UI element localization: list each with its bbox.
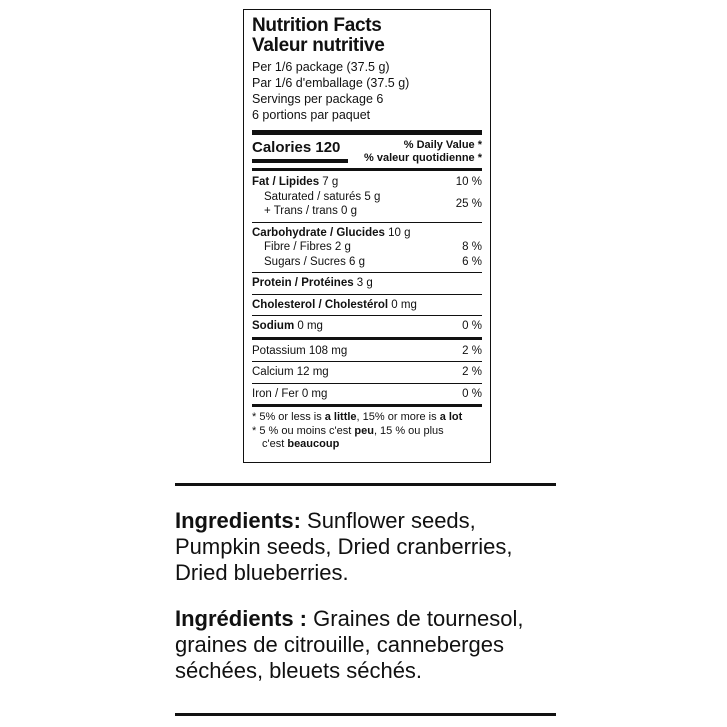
fat-pct: 10 % [455,176,482,188]
sat-trans-row [252,190,482,219]
footnote-fr-part: , 15 % ou plus [373,424,444,437]
sodium-label: Sodium [252,320,295,332]
divider-medium [252,337,482,340]
divider-thick [252,130,482,135]
footnote-fr-part: c'est [262,438,288,450]
potassium-label: Potassium 108 mg [252,344,348,357]
fibre-label: Fibre / Fibres 2 g [264,241,351,253]
sat-trans-pct: 25 % [455,197,482,210]
dv-en: % Daily Value * [403,139,482,151]
protein-label: Protein / Protéines [252,277,354,289]
ingredients-fr [175,606,565,684]
sugars-row [252,255,482,270]
carb-row [252,226,482,241]
sugars-label: Sugars / Sucres 6 g [264,255,365,268]
potassium-pct: 2 % [462,344,482,357]
title-fr: Valeur nutritive [252,35,385,56]
fat-row [252,175,482,190]
fibre-pct: 8 % [462,241,482,253]
fat-label: Fat / Lipides [252,176,320,188]
sodium-amount: 0 mg [294,320,323,332]
footnote-fr-cont [252,438,482,452]
carb-label: Carbohydrate / Glucides [252,226,385,239]
chol-label: Cholesterol / Cholestérol [252,298,389,311]
divider [252,222,482,223]
dv-fr: % valeur quotidienne * [364,152,482,164]
potassium-row [252,344,482,359]
footnote-en-part: , 15% or more is [356,411,440,423]
calories-row [252,139,482,165]
divider-medium [252,168,482,171]
footnote-en [252,411,482,425]
divider [252,361,482,362]
divider [252,294,482,295]
separator-rule-bottom [175,713,556,716]
calcium-label: Calcium 12 mg [252,366,329,378]
footnote-fr-beaucoup: beaucoup [287,438,340,450]
iron-pct: 0 % [462,387,482,400]
per-fr: Par 1/6 d'emballage (37.5 g) [252,76,410,90]
title-en: Nutrition Facts [252,15,382,36]
trans-label: + Trans / trans 0 g [264,205,358,217]
ingredients-en-text: Sunflower seeds, Pumpkin seeds, Dried cranberries, Dried blueberries. [175,508,513,585]
ingredients-fr-text: Graines de tournesol, graines de citrouille, canneberges séchées, bleuets séchés. [175,606,524,683]
carb-amount: 10 g [384,226,411,239]
cholesterol-row [252,298,482,313]
footnote-en-little: a little [324,411,357,423]
protein-row [252,276,482,291]
divider [252,315,482,316]
footnote-fr [252,425,482,439]
saturated-label: Saturated / saturés 5 g [264,190,381,203]
iron-row [252,387,482,402]
separator-rule [175,483,556,486]
calories-label: Calories 120 [252,139,341,156]
ingredients-en [175,508,565,586]
daily-value-header [364,139,482,165]
serving-info [252,59,482,123]
iron-label: Iron / Fer 0 mg [252,387,328,400]
divider [252,272,482,273]
protein-amount: 3 g [353,277,373,289]
per-en: Per 1/6 package (37.5 g) [252,60,390,74]
sugars-pct: 6 % [462,255,482,268]
ingredients-en-label: Ingredients: [175,508,301,533]
sodium-pct: 0 % [462,320,482,332]
fibre-row [252,240,482,255]
divider-medium [252,404,482,407]
footnote-fr-peu: peu [354,424,374,437]
fat-amount: 7 g [319,176,339,188]
chol-amount: 0 mg [388,298,417,311]
footnote [252,411,482,452]
footnote-en-lot: a lot [439,411,463,423]
calories-bar [252,159,348,163]
footnote-en-part: * 5% or less is [252,411,325,423]
servings-fr: 6 portions par paquet [252,108,371,122]
divider [252,383,482,384]
sodium-row [252,319,482,334]
calcium-pct: 2 % [462,366,482,378]
nutrition-facts-table [243,9,491,463]
ingredients-fr-label: Ingrédients : [175,606,308,631]
servings-en: Servings per package 6 [252,92,384,106]
calcium-row [252,365,482,380]
footnote-fr-part: * 5 % ou moins c'est [252,424,355,437]
